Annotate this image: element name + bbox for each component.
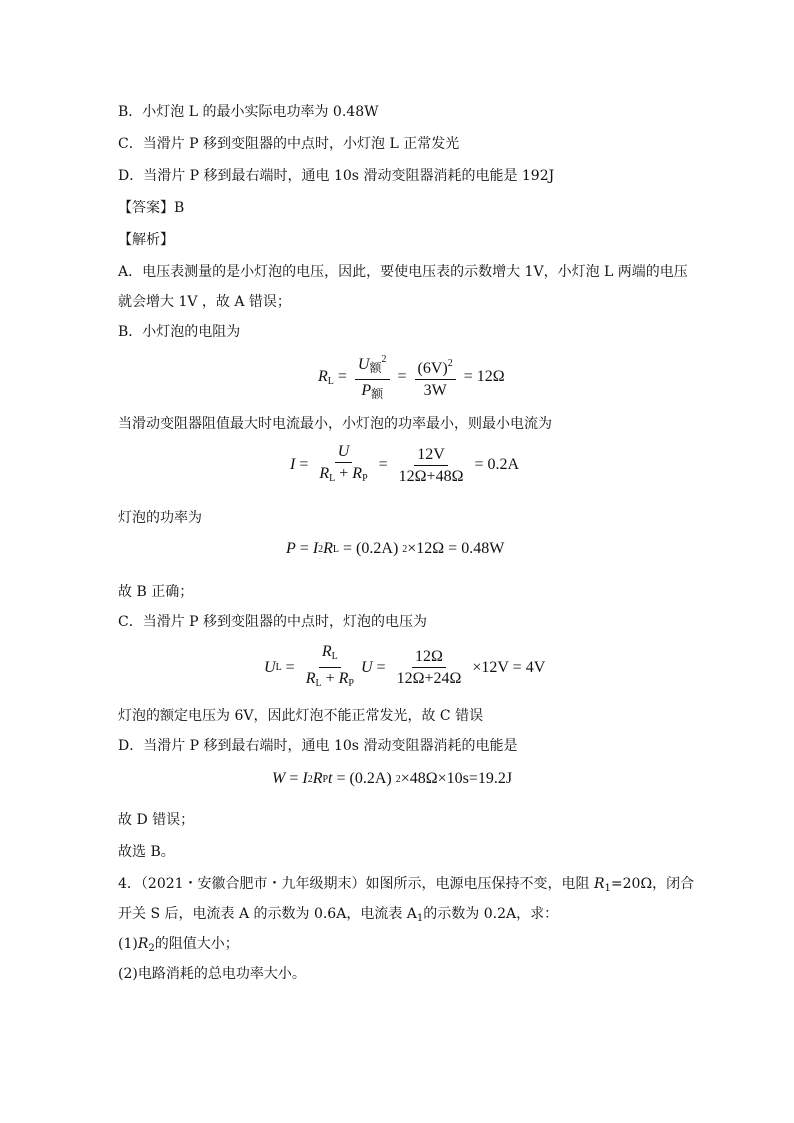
option-d: D．当滑片 P 移到最右端时，通电 10s 滑动变阻器消耗的电能是 192J — [118, 168, 555, 184]
option-b: B．小灯泡 L 的最小实际电功率为 0.48W — [118, 104, 379, 120]
explain-b-3: 灯泡的功率为 — [118, 510, 202, 526]
explain-a-2: 就会增大 1V ，故 A 错误； — [118, 294, 291, 310]
explain-b-4: 故 B 正确； — [118, 584, 194, 600]
question-4-line-1: 4．（2021・安徽合肥市・九年级期末）如图所示，电源电压保持不变，电阻 $R_1=20\Omega$，闭合 — [118, 876, 695, 894]
explain-d-1: D．当滑片 P 移到最右端时，通电 10s 滑动变阻器消耗的电能是 — [118, 738, 518, 754]
equation-current: I = $\frac{U}{R_L + R_P}$ = $\frac{12V}{12\Omega+48\Omega}$ = 0.2A — [290, 442, 523, 488]
question-4-line-2: 开关 S 后，电流表 A 的示数为 0.6A，电流表 $A_1$的示数为 0.2A，求： — [118, 906, 559, 924]
explain-a-1: A．电压表测量的是小灯泡的电压，因此，要使电压表的示数增大 1V，小灯泡 L 两端的电压 — [118, 264, 688, 280]
fraction: $\frac{12\Omega}{12\Omega+24\Omega}$ — [396, 648, 462, 687]
analysis-label: 【解析】 — [118, 232, 174, 248]
fraction: $\frac{R_L}{R_L + R_P}$ — [305, 643, 354, 689]
fraction: $\frac{12V}{12\Omega+48\Omega}$ — [398, 445, 464, 485]
explain-d-2: 故 D 错误； — [118, 812, 195, 828]
fraction: $\frac{U}{R_L + R_P}$ — [319, 443, 368, 484]
explain-b-1: B．小灯泡的电阻为 — [118, 324, 241, 340]
fraction: $\frac{U_额^2}{P_额}$ — [355, 350, 390, 404]
choose-answer: 故选 B。 — [118, 844, 175, 860]
equation-voltage: U L = $\frac{R_L}{R_L + R_P}$ U = $\frac{12\Omega}{12\Omega+24\Omega}$ ×12V = 4V — [264, 642, 549, 693]
explain-c-1: C．当滑片 P 移到变阻器的中点时，灯泡的电压为 — [118, 614, 428, 630]
option-c: C．当滑片 P 移到变阻器的中点时，小灯泡 L 正常发光 — [118, 136, 460, 152]
question-4-sub-2: (2)电路消耗的总电功率大小。 — [118, 966, 306, 982]
explain-c-2: 灯泡的额定电压为 6V，因此灯泡不能正常发光，故 C 错误 — [118, 708, 484, 724]
fraction: $\frac{(6V)^2}{3W}$ — [415, 354, 456, 400]
question-4-sub-1: $(1)R_2$的阻值大小； — [118, 936, 239, 954]
explain-b-2: 当滑动变阻器阻值最大时电流最小，小灯泡的功率最小，则最小电流为 — [118, 416, 552, 432]
equation-resistance: $R_L$ = $\frac{U_额^2}{P_额}$ = $\frac{(6V)^2}{3W}$ = 12Ω — [318, 350, 509, 404]
answer-label: 【答案】B — [118, 200, 185, 216]
equation-power: P = I 2 R L = (0.2A) 2 ×12Ω = 0.48W — [286, 540, 505, 557]
equation-energy: W = I 2 R P t = (0.2A) 2 ×48Ω×10s=19.2J — [272, 770, 513, 787]
